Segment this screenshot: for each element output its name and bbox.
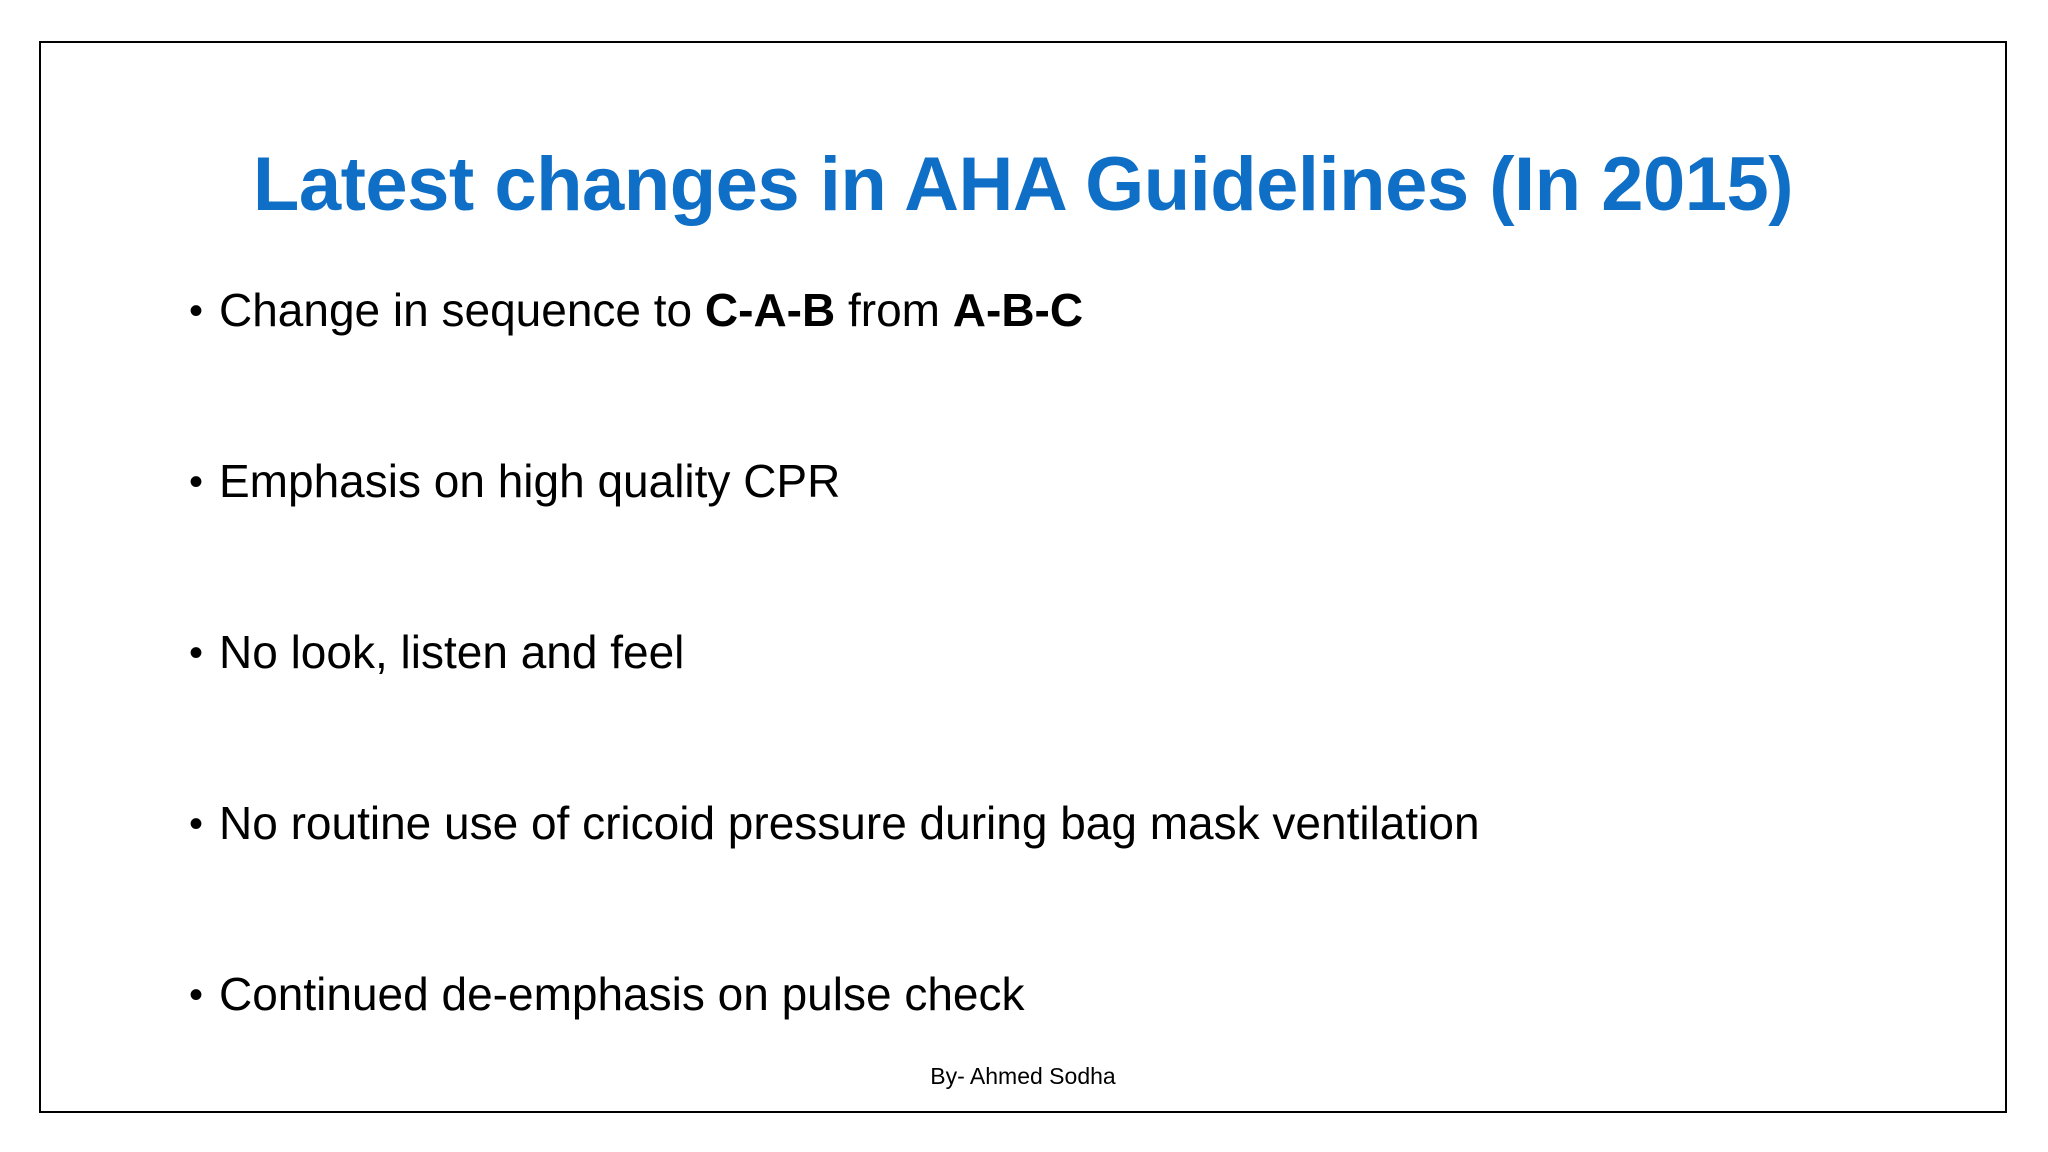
bullet-text: from [835,284,953,336]
bullet-item-no-look-listen-feel [189,625,684,680]
bullet-bold-cab: C-A-B [704,284,836,336]
slide-title: Latest changes in AHA Guidelines (In 2015) [252,142,1794,227]
bullet-text: Emphasis on high quality CPR [219,455,841,507]
bullet-item-pulse-check [189,967,1025,1022]
bullet-bold-abc: A-B-C [952,284,1084,336]
bullet-text: Change in sequence to [219,284,705,336]
bullet-item-high-quality-cpr [189,454,840,509]
bullet-item-sequence-change [189,283,1083,338]
bullet-dot: • [189,289,204,333]
bullet-item-cricoid-pressure [189,796,1480,851]
bullet-text: Continued de-emphasis on pulse check [219,968,1025,1020]
bullet-text: No routine use of cricoid pressure during bag mask ventilation [219,797,1480,849]
bullet-dot: • [189,802,204,846]
bullet-dot: • [189,973,204,1017]
bullet-list [189,43,1969,1111]
bullet-dot: • [189,631,204,675]
slide-footer-author: By- Ahmed Sodha [930,1063,1116,1089]
bullet-text: No look, listen and feel [219,626,685,678]
bullet-dot: • [189,460,204,504]
slide-frame [39,41,2007,1113]
